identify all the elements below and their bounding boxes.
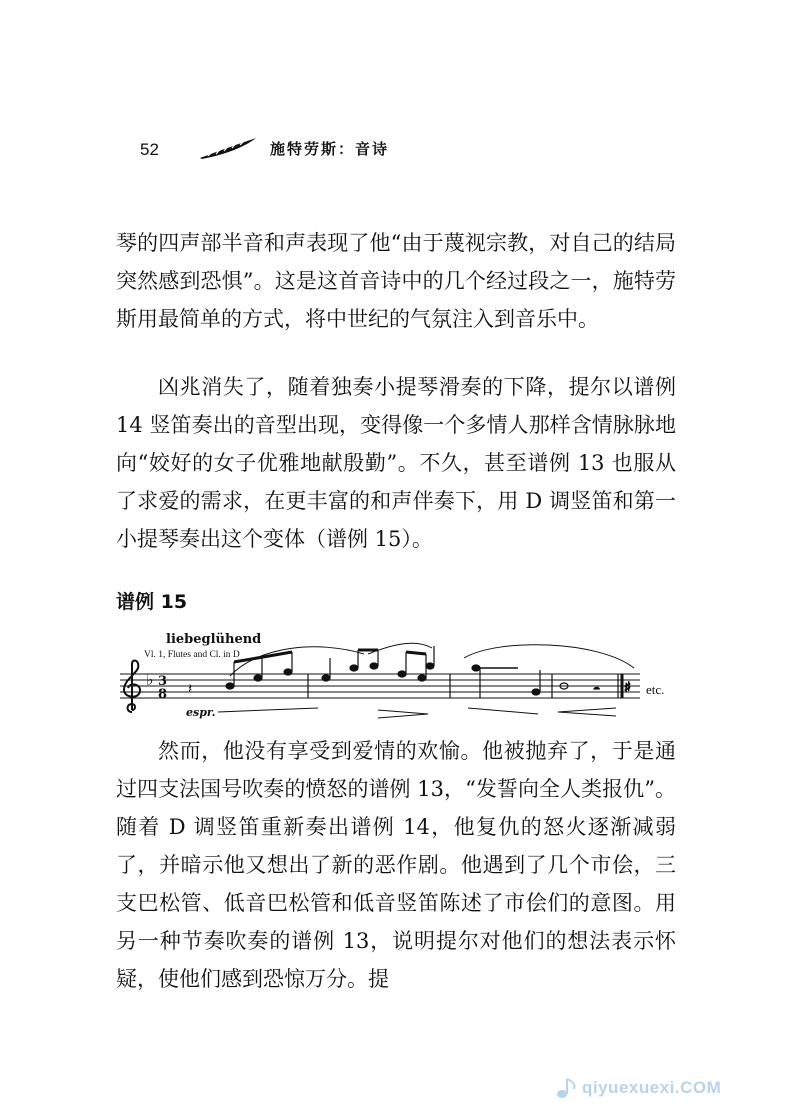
quill-ornament-icon	[198, 136, 258, 162]
continuation-marking: etc.	[646, 682, 665, 697]
body-paragraph: 凶兆消失了，随着独奏小提琴滑奏的下降，提尔以谱例 14 竖笛奏出的音型出现，变得像一个多情人那样含情脉脉地向“姣好的女子优雅地献殷勤”。不久，甚至谱例 13 也服从了求爱的需求，在更丰富的和声伴奏下，用 D 调竖笛和第一小提琴奏出这个变体（谱例 15）。	[116, 375, 676, 551]
svg-text:3: 3	[158, 674, 168, 689]
site-watermark	[554, 1076, 774, 1100]
running-header	[140, 136, 460, 166]
running-title: 施特劳斯：音诗	[270, 140, 390, 158]
watermark-text: qiyuexuexi.COM	[582, 1078, 722, 1097]
instrumentation-label: Vl. 1, Flutes and Cl. in D	[144, 650, 240, 660]
tempo-marking: liebeglühend	[166, 632, 262, 647]
svg-text:8: 8	[158, 687, 168, 702]
flat-sign-icon: ♭	[146, 670, 154, 689]
body-paragraph: 琴的四声部半音和声表现了他“由于蔑视宗教，对自己的结局突然感到恐惧”。这是这首音诗中的几个经过段之一，施特劳斯用最简单的方式，将中世纪的气氛注入到音乐中。	[116, 231, 676, 331]
expression-marking: espr.	[186, 706, 216, 719]
svg-text:𝄼: 𝄼	[594, 682, 600, 698]
body-paragraph: 然而，他没有享受到爱情的欢愉。他被抛弃了，于是通过四支法国号吹奏的愤怒的谱例 13，“发誓向全人类报仇”。随着 D 调竖笛重新奏出谱例 14，他复仇的怒火逐渐减弱了，并暗示他又想出了新的恶作剧。他遇到了几个市侩，三支巴松管、低音巴松管和低音竖笛陈述了市侩们的意图。用另一种节奏吹奏的谱例 13，说明提尔对他们的想法表示怀疑，使他们感到恐惊万分。提	[116, 739, 676, 991]
music-note-icon	[554, 1076, 580, 1100]
music-score-example	[118, 628, 678, 724]
svg-text:𝄽: 𝄽	[188, 681, 193, 697]
example-label: 谱例 15	[116, 591, 188, 613]
page-number: 52	[140, 140, 159, 159]
svg-text:♯: ♯	[624, 680, 631, 696]
